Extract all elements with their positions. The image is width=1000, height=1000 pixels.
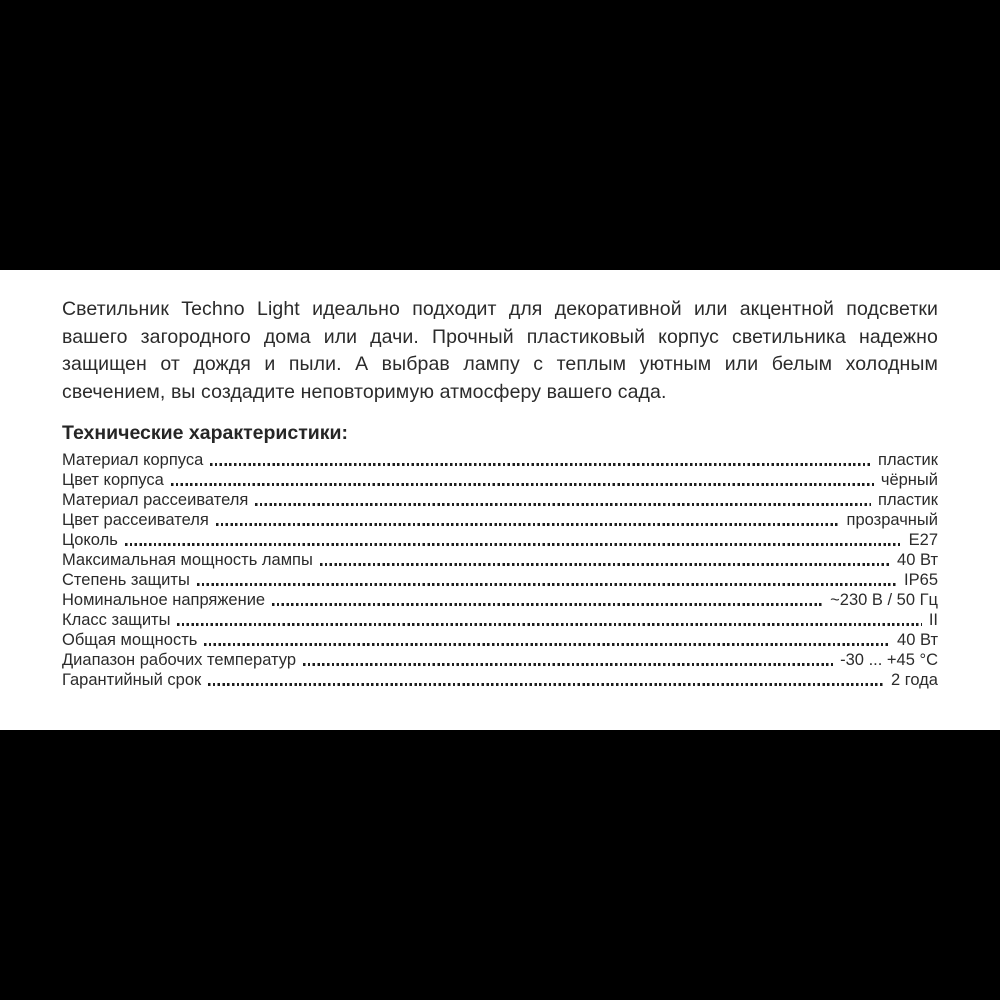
spec-value: 2 года: [890, 671, 938, 689]
spec-value: ~230 В / 50 Гц: [830, 591, 938, 609]
spec-row-max-moshchnost-lampy: [62, 550, 938, 570]
spec-value: 40 Вт: [897, 631, 938, 649]
spec-label: Цвет рассеивателя: [62, 511, 209, 529]
spec-value: чёрный: [880, 471, 938, 489]
spec-label: Степень защиты: [62, 571, 190, 589]
spec-value: прозрачный: [846, 511, 938, 529]
spec-label: Диапазон рабочих температур: [62, 651, 296, 669]
dotted-leader: [255, 490, 871, 510]
spec-row-cokol: [62, 530, 938, 550]
spec-value: 40 Вт: [897, 551, 938, 569]
spec-row-cvet-korpusa: [62, 470, 938, 490]
spec-row-material-rasseivatelya: [62, 490, 938, 510]
dotted-leader: [177, 610, 921, 630]
spec-row-garantiyniy-srok: [62, 670, 938, 690]
specs-heading: Технические характеристики:: [62, 422, 349, 444]
dotted-leader: [125, 530, 902, 550]
dotted-leader: [208, 670, 884, 690]
spec-label: Общая мощность: [62, 631, 198, 649]
spec-label: Материал рассеивателя: [62, 491, 249, 509]
spec-row-diapazon-temperatur: [62, 650, 938, 670]
spec-label: Максимальная мощность лампы: [62, 551, 313, 569]
spec-value: пластик: [878, 451, 938, 469]
spec-value: E27: [908, 531, 938, 549]
dotted-leader: [197, 570, 897, 590]
spec-row-cvet-rasseivatelya: [62, 510, 938, 530]
spec-label: Класс защиты: [62, 611, 171, 629]
spec-label: Цоколь: [62, 531, 118, 549]
dotted-leader: [320, 550, 890, 570]
dotted-leader: [210, 450, 871, 470]
product-description-paragraph: Светильник Techno Light идеально подходит для декоративной или акцентной подсветки вашего загородного дома или дачи. Прочный пластиковый корпус светильника надежно защищен от дождя и пыли. А выбрав лампу с теплым уютным или белым холодным свечением, вы создадите неповторимую атмосферу вашего сада.: [62, 298, 938, 403]
spec-value: IP65: [904, 571, 938, 589]
spec-row-stepen-zashchity: [62, 570, 938, 590]
dotted-leader: [272, 590, 823, 610]
spec-row-klass-zashchity: [62, 610, 938, 630]
dotted-leader: [216, 510, 840, 530]
spec-value: пластик: [878, 491, 938, 509]
specs-list: [62, 450, 938, 690]
spec-label: Номинальное напряжение: [62, 591, 266, 609]
spec-value: -30 ... +45 °C: [840, 651, 938, 669]
spec-row-obshchaya-moshchnost: [62, 630, 938, 650]
spec-label: Гарантийный срок: [62, 671, 202, 689]
dotted-leader: [171, 470, 874, 490]
dotted-leader: [204, 630, 890, 650]
spec-label: Материал корпуса: [62, 451, 204, 469]
spec-row-material-korpusa: [62, 450, 938, 470]
dotted-leader: [303, 650, 833, 670]
spec-value: II: [928, 611, 938, 629]
product-description-panel: [0, 270, 1000, 730]
spec-row-nominalnoe-napryazhenie: [62, 590, 938, 610]
spec-label: Цвет корпуса: [62, 471, 164, 489]
